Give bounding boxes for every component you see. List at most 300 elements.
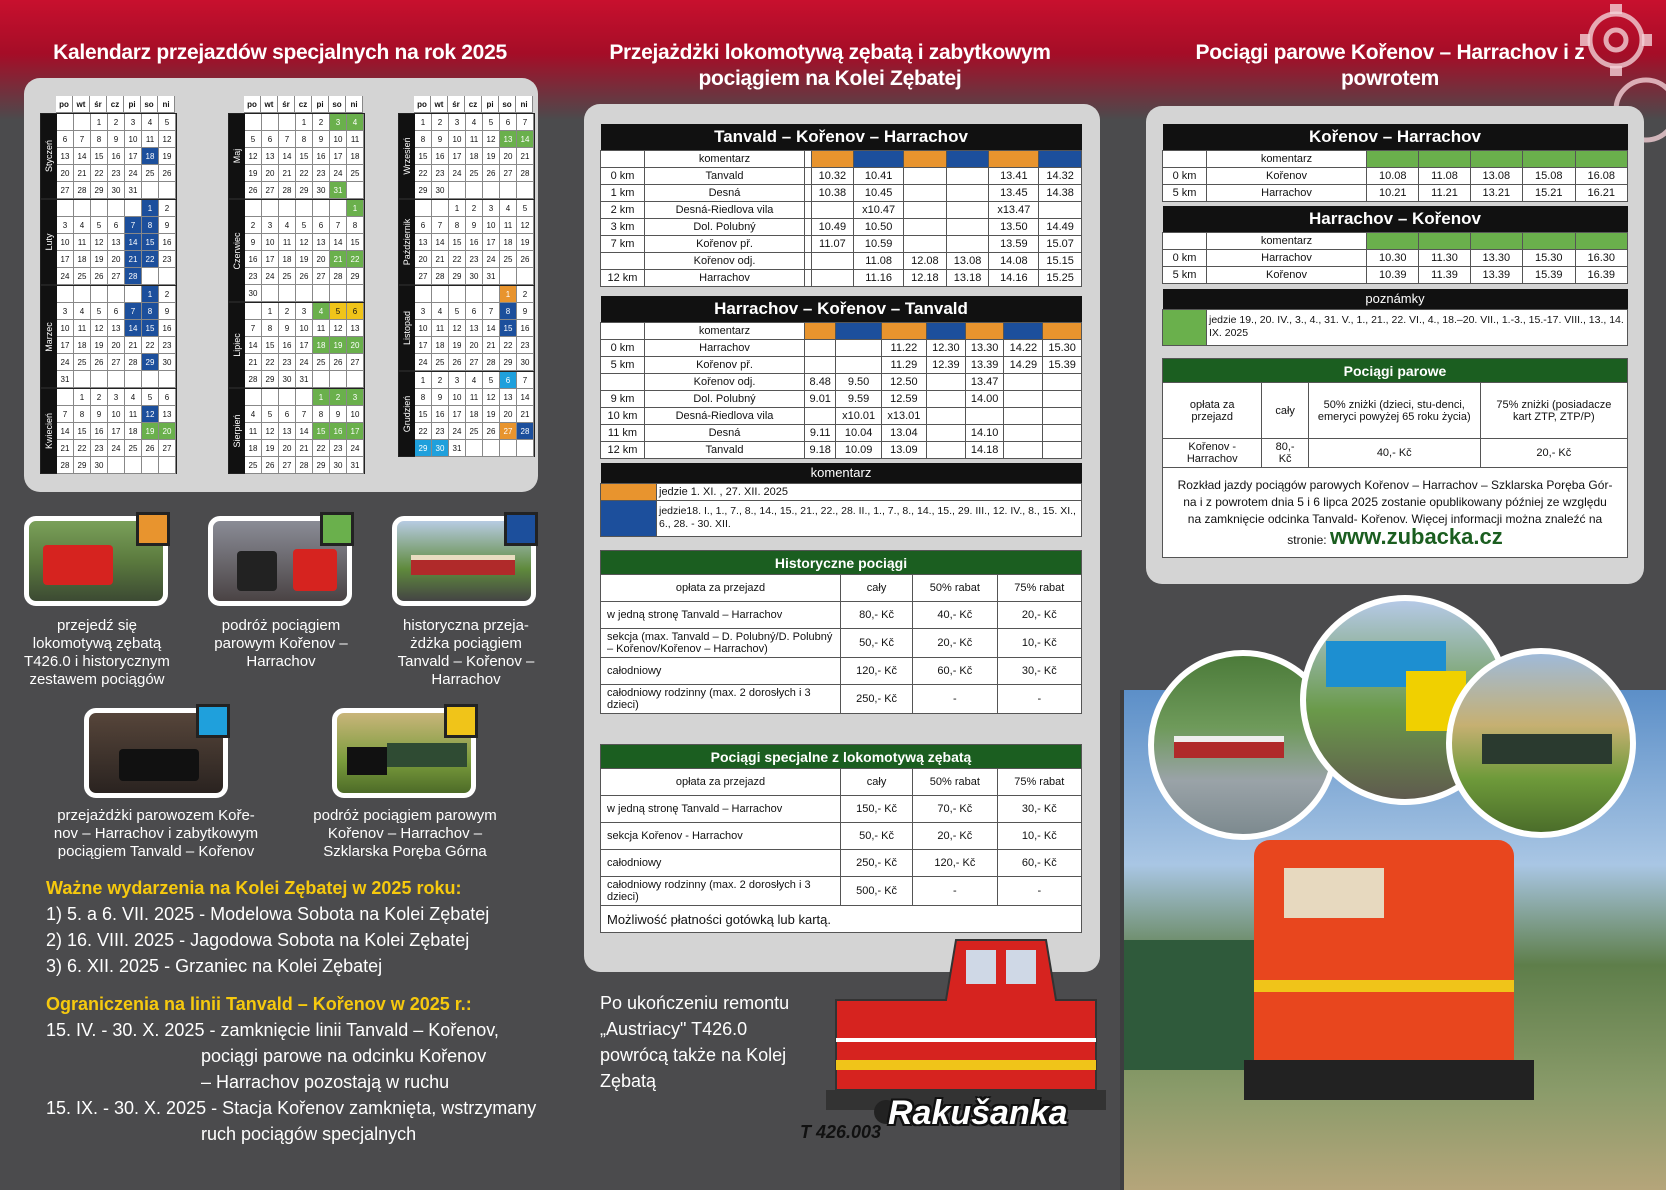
calendar-day: 23 <box>279 354 296 371</box>
komentarz-label: komentarz <box>645 150 805 167</box>
table-cell <box>805 356 836 373</box>
table-cell: 12.50 <box>881 373 926 390</box>
table-cell: 15.21 <box>1523 184 1575 201</box>
table-cell: Harrachov <box>645 339 805 356</box>
calendar-day <box>279 285 296 302</box>
calendar-day: 9 <box>159 303 176 320</box>
weekday-label: cz <box>107 96 124 113</box>
table-cell: 15.39 <box>1043 356 1082 373</box>
calendar-day: 27 <box>159 440 176 457</box>
steam-head-50: 50% zniżki (dzieci, stu-denci, emeryci powyżej 65 roku życia) <box>1308 383 1480 439</box>
calendar-day: 28 <box>279 182 296 199</box>
table-row <box>601 441 1082 458</box>
calendar-day: 23 <box>517 337 534 354</box>
calendar-day <box>466 440 483 457</box>
calendar-day: 11 <box>466 389 483 406</box>
month-label: Luty <box>41 200 57 284</box>
calendar-day: 31 <box>449 440 466 457</box>
calendar-day: 4 <box>74 303 91 320</box>
komentarz-color <box>904 150 947 167</box>
table-cell: 10.45 <box>854 184 904 201</box>
table-cell: 3 km <box>601 218 645 235</box>
calendar-day: 11 <box>125 406 142 423</box>
table-cell: 15.30 <box>1043 339 1082 356</box>
table-cell: 60,- Kč <box>997 850 1081 877</box>
calendar-day: 6 <box>159 389 176 406</box>
calendar-day: 18 <box>500 234 517 251</box>
calendar-day: 27 <box>415 268 432 285</box>
table-cell: 15.25 <box>1039 269 1082 286</box>
calendar-day: 30 <box>159 354 176 371</box>
calendar-day: 17 <box>296 337 313 354</box>
table-cell: 11.29 <box>881 356 926 373</box>
calendar-day: 23 <box>159 337 176 354</box>
calendar-day: 15 <box>415 406 432 423</box>
calendar-day: 9 <box>91 406 108 423</box>
calendar-day: 1 <box>415 114 432 131</box>
table-cell: 10.09 <box>836 441 881 458</box>
calendar-day: 14 <box>517 389 534 406</box>
calendar-day <box>330 371 347 388</box>
calendar-day: 28 <box>125 354 142 371</box>
table-cell <box>927 407 966 424</box>
calendar-day <box>347 182 364 199</box>
calendar-day: 28 <box>432 268 449 285</box>
calendar-day: 25 <box>245 457 262 474</box>
calendar-day: 27 <box>279 457 296 474</box>
restrictions-title: Ograniczenia na linii Tanvald – Kořenov w 2025 r.: <box>46 994 472 1014</box>
loco-number: T 426.003 <box>800 1122 882 1142</box>
calendar-day <box>125 286 142 303</box>
table-cell <box>811 252 854 269</box>
weekday-label: cz <box>465 96 482 113</box>
calendar-day: 13 <box>500 131 517 148</box>
calendar-day: 25 <box>466 165 483 182</box>
steam-head-75: 75% zniżki (posiadacze kart ZTP, ZTP/P) <box>1480 383 1627 439</box>
table-cell: całodniowy rodzinny (max. 2 dorosłych i 3 dzieci) <box>601 877 841 906</box>
table-cell <box>904 218 947 235</box>
calendar-day: 11 <box>279 234 296 251</box>
table-cell: Desná <box>645 184 805 201</box>
komentarz-color <box>811 150 854 167</box>
table-cell: sekcja Kořenov - Harrachov <box>601 823 841 850</box>
calendar-day: 20 <box>347 337 364 354</box>
calendar-day <box>108 286 125 303</box>
table-cell: x10.01 <box>836 407 881 424</box>
calendar-day: 12 <box>483 131 500 148</box>
table-cell <box>1004 373 1043 390</box>
calendar-day: 29 <box>449 268 466 285</box>
calendar-day <box>500 182 517 199</box>
month-label: Czerwiec <box>229 200 245 301</box>
calendar-day: 12 <box>142 406 159 423</box>
komentarz-color <box>927 322 966 339</box>
table-cell: 14.49 <box>1039 218 1082 235</box>
calendar-day: 25 <box>125 440 142 457</box>
table-cell: 9.59 <box>836 390 881 407</box>
legend-orange-text: jedzie 1. XI. , 27. XII. 2025 <box>657 483 1082 500</box>
calendar-day: 29 <box>415 440 432 457</box>
calendar-day: 11 <box>74 320 91 337</box>
month-kwiecień <box>40 388 177 474</box>
calendar-day <box>245 303 262 320</box>
komentarz-label: komentarz <box>1207 150 1367 167</box>
calendar-day: 14 <box>432 234 449 251</box>
table-cell: 15.30 <box>1523 249 1575 266</box>
calendar-day: 3 <box>57 217 74 234</box>
table-row <box>601 407 1082 424</box>
calendar-day: 29 <box>313 457 330 474</box>
calendar-day: 23 <box>432 423 449 440</box>
table-cell: 10,- Kč <box>997 823 1081 850</box>
calendar-day: 19 <box>449 337 466 354</box>
table-cell: 13.47 <box>965 373 1004 390</box>
caption-historic: historyczna przeja-żdżka pociągiem Tanvald – Kořenov – Harrachov <box>397 617 535 688</box>
calendar-day: 13 <box>500 389 517 406</box>
table-cell: 120,- Kč <box>913 850 997 877</box>
calendar-day <box>142 182 159 199</box>
calendar-day: 29 <box>500 354 517 371</box>
calendar-day: 21 <box>279 165 296 182</box>
calendar-day: 7 <box>517 114 534 131</box>
table-cell: 9.01 <box>805 390 836 407</box>
table-cell: w jedną stronę Tanvald – Harrachov <box>601 796 841 823</box>
table-cell <box>904 167 947 184</box>
calendar-day: 14 <box>74 148 91 165</box>
table-cell: x13.47 <box>989 201 1039 218</box>
table-cell: 10,- Kč <box>997 629 1081 658</box>
calendar-day: 23 <box>466 251 483 268</box>
calendar-day: 4 <box>245 406 262 423</box>
month-label: Marzec <box>41 286 57 387</box>
caption-szklarska: podróż pociągiem parowym Kořenov – Harrachov – Szklarska Poręba Górna <box>313 807 497 860</box>
calendar-day: 8 <box>91 131 108 148</box>
calendar-day <box>415 286 432 303</box>
calendar-day: 20 <box>313 251 330 268</box>
calendar-day: 9 <box>517 303 534 320</box>
calendar-day: 25 <box>347 165 364 182</box>
event-item: 1) 5. a 6. VII. 2025 - Modelowa Sobota na Kolei Zębatej <box>46 904 490 924</box>
calendar-day <box>108 457 125 474</box>
calendar-day: 24 <box>125 165 142 182</box>
calendar-day: 1 <box>142 286 159 303</box>
notes-text: jedzie 19., 20. IV., 3., 4., 31. V., 1., 21., 22. VI., 4., 18.–20. VII., 1.-3., 15.-17. VIII., 13., 14. IX. 2025 <box>1207 309 1628 345</box>
calendar-day: 11 <box>500 217 517 234</box>
calendar-day: 8 <box>415 389 432 406</box>
calendar-day: 27 <box>500 165 517 182</box>
price-header: 50% rabat <box>913 769 997 796</box>
calendar-day: 18 <box>347 148 364 165</box>
weekday-label: pi <box>482 96 499 113</box>
table-cell <box>1043 441 1082 458</box>
table-cell <box>836 356 881 373</box>
calendar-day: 15 <box>91 148 108 165</box>
table-cell: 0 km <box>1163 167 1207 184</box>
calendar-day: 8 <box>347 217 364 234</box>
calendar-day <box>466 286 483 303</box>
steam-price-75: 20,- Kč <box>1480 439 1627 468</box>
calendar-day: 7 <box>245 320 262 337</box>
calendar-day: 22 <box>449 251 466 268</box>
calendar-day: 1 <box>313 389 330 406</box>
calendar-day: 7 <box>517 372 534 389</box>
table-cell: 10.04 <box>836 424 881 441</box>
calendar-day <box>313 285 330 302</box>
calendar-day: 6 <box>347 303 364 320</box>
calendar-day: 2 <box>330 389 347 406</box>
calendar-day: 15 <box>142 234 159 251</box>
calendar-day: 2 <box>279 303 296 320</box>
calendar-day: 24 <box>57 354 74 371</box>
komentarz-label: komentarz <box>645 322 805 339</box>
komentarz-color <box>1575 150 1628 167</box>
table-cell: całodniowy <box>601 658 841 685</box>
table-cell: Tanvald <box>645 167 805 184</box>
calendar-day: 23 <box>313 165 330 182</box>
calendar-day: 4 <box>500 200 517 217</box>
table-cell: 14.38 <box>1039 184 1082 201</box>
table-cell: 11.30 <box>1419 249 1470 266</box>
month-label: Sierpień <box>229 389 245 473</box>
calendar-day: 5 <box>245 131 262 148</box>
calendar-day: 19 <box>483 148 500 165</box>
calendar-day: 21 <box>125 337 142 354</box>
calendar-day: 20 <box>415 251 432 268</box>
steam-price-full: 80,- Kč <box>1262 439 1308 468</box>
calendar-day: 19 <box>296 251 313 268</box>
table-cell: 500,- Kč <box>841 877 913 906</box>
calendar-day: 31 <box>125 182 142 199</box>
calendar-day: 30 <box>279 371 296 388</box>
table-cell: 14.10 <box>965 424 1004 441</box>
table-cell <box>946 184 989 201</box>
calendar-day <box>159 268 176 285</box>
calendar-day: 9 <box>245 234 262 251</box>
calendar-day: 6 <box>415 217 432 234</box>
calendar-day: 19 <box>245 165 262 182</box>
table-cell: 50,- Kč <box>841 629 913 658</box>
calendar-day <box>91 371 108 388</box>
table-row <box>601 201 1082 218</box>
calendar-day: 10 <box>296 320 313 337</box>
weekday-label: po <box>56 96 73 113</box>
calendar-day: 24 <box>449 165 466 182</box>
calendar-day: 15 <box>449 234 466 251</box>
table-cell: Kořenov <box>1207 167 1367 184</box>
km-col <box>1163 150 1207 167</box>
calendar-day: 6 <box>108 303 125 320</box>
calendar-day <box>347 371 364 388</box>
calendar-day <box>432 200 449 217</box>
calendar-day: 23 <box>432 165 449 182</box>
calendar-day: 30 <box>432 182 449 199</box>
calendar-day: 6 <box>466 303 483 320</box>
calendar-day: 20 <box>108 251 125 268</box>
calendar-day: 13 <box>313 234 330 251</box>
calendar-day: 28 <box>517 423 534 440</box>
calendar-day: 20 <box>466 337 483 354</box>
table-row <box>601 269 1082 286</box>
calendar-day <box>432 286 449 303</box>
calendar-day: 11 <box>142 131 159 148</box>
weekday-label: wt <box>73 96 90 113</box>
table-cell <box>1004 441 1043 458</box>
table-cell: 16.39 <box>1575 266 1628 283</box>
calendar-day <box>279 114 296 131</box>
calendar-day: 16 <box>91 423 108 440</box>
calendar-day: 3 <box>57 303 74 320</box>
calendar-day: 28 <box>245 371 262 388</box>
month-marzec <box>40 285 177 388</box>
calendar-day: 23 <box>91 440 108 457</box>
table-row <box>601 373 1082 390</box>
table-cell: 13.30 <box>965 339 1004 356</box>
calendar-day: 4 <box>125 389 142 406</box>
calendar-day: 21 <box>245 354 262 371</box>
calendar-day <box>262 200 279 217</box>
calendar-title: Kalendarz przejazdów specjalnych na rok 2025 <box>53 41 507 64</box>
table-cell: Desná <box>645 424 805 441</box>
calendar-day: 10 <box>125 131 142 148</box>
month-label: Styczeń <box>41 114 57 198</box>
calendar-day: 14 <box>125 320 142 337</box>
table-cell: Dol. Polubný <box>645 218 805 235</box>
calendar-day: 13 <box>347 320 364 337</box>
calendar-day: 4 <box>74 217 91 234</box>
calendar-day: 16 <box>432 406 449 423</box>
table-cell: 13.21 <box>1470 184 1522 201</box>
table-cell: 14.18 <box>965 441 1004 458</box>
table-cell: 15.07 <box>1039 235 1082 252</box>
table-cell: 16.08 <box>1575 167 1628 184</box>
calendar-day: 15 <box>313 423 330 440</box>
calendar-day: 21 <box>517 148 534 165</box>
calendar-day: 14 <box>483 320 500 337</box>
komentarz-color <box>946 150 989 167</box>
table-cell: - <box>913 877 997 906</box>
table-cell: Kořenov př. <box>645 356 805 373</box>
calendar-day: 12 <box>483 389 500 406</box>
price-header: cały <box>841 769 913 796</box>
calendar-day: 25 <box>74 354 91 371</box>
table-cell: Kořenov př. <box>645 235 805 252</box>
calendar-day <box>159 457 176 474</box>
marker-cyan <box>196 704 230 738</box>
restriction-item: – Harrachov pozostają w ruchu <box>201 1072 450 1092</box>
table-cell: 11.21 <box>1419 184 1470 201</box>
calendar-day <box>262 389 279 406</box>
calendar-day <box>142 268 159 285</box>
calendar-day: 21 <box>125 251 142 268</box>
calendar-day: 1 <box>500 286 517 303</box>
table-row <box>601 167 1082 184</box>
komentarz-color <box>1004 322 1043 339</box>
calendar-day: 16 <box>330 423 347 440</box>
table-row <box>601 235 1082 252</box>
calendar-day <box>57 114 74 131</box>
calendar-day: 15 <box>415 148 432 165</box>
calendar-day: 16 <box>432 148 449 165</box>
table-cell: 11.39 <box>1419 266 1470 283</box>
calendar-day: 20 <box>57 165 74 182</box>
weekday-label: so <box>499 96 516 113</box>
month-październik <box>398 199 535 285</box>
calendar-day: 26 <box>245 182 262 199</box>
weekday-header <box>414 96 533 113</box>
table-row <box>1163 167 1628 184</box>
middle-title: Przejażdżki lokomotywą zębatą i zabytkowym pociągiem na Kolei Zębatej <box>609 41 1051 90</box>
calendar-day: 3 <box>262 217 279 234</box>
calendar-day <box>125 371 142 388</box>
calendar-day: 9 <box>466 217 483 234</box>
calendar-day: 13 <box>108 234 125 251</box>
calendar-day <box>296 285 313 302</box>
table-cell <box>601 373 645 390</box>
calendar-day: 2 <box>91 389 108 406</box>
table-cell <box>805 339 836 356</box>
calendar-day <box>483 440 500 457</box>
weekday-label: wt <box>431 96 448 113</box>
legend-orange <box>601 483 657 500</box>
calendar-day: 26 <box>483 423 500 440</box>
calendar-day: 19 <box>517 234 534 251</box>
table-cell: 40,- Kč <box>913 602 997 629</box>
calendar-day: 31 <box>347 457 364 474</box>
calendar-day: 22 <box>500 337 517 354</box>
calendar-day: 27 <box>500 423 517 440</box>
table-cell: 12.08 <box>904 252 947 269</box>
calendar-day: 25 <box>279 268 296 285</box>
table-cell: Kořenov <box>1207 266 1367 283</box>
calendar-day <box>245 114 262 131</box>
calendar-day: 12 <box>262 423 279 440</box>
weekday-header <box>56 96 175 113</box>
calendar-day: 24 <box>108 440 125 457</box>
table-cell: - <box>913 685 997 714</box>
calendar-day: 18 <box>466 406 483 423</box>
table-cell <box>946 218 989 235</box>
calendar-day <box>159 182 176 199</box>
month-label: Październik <box>399 200 415 284</box>
calendar-day: 7 <box>57 406 74 423</box>
weekday-label: ni <box>158 96 175 113</box>
table-cell <box>1004 390 1043 407</box>
calendar-day: 24 <box>330 165 347 182</box>
calendar-day: 5 <box>449 303 466 320</box>
table-cell: 0 km <box>1163 249 1207 266</box>
website-link[interactable]: www.zubacka.cz <box>1329 523 1503 549</box>
calendar-day: 22 <box>91 165 108 182</box>
calendar-day: 3 <box>108 389 125 406</box>
table-cell <box>946 201 989 218</box>
table-cell <box>904 235 947 252</box>
calendar-day: 1 <box>142 200 159 217</box>
table-cell <box>836 339 881 356</box>
calendar-day: 7 <box>432 217 449 234</box>
calendar-day <box>449 286 466 303</box>
calendar-day: 12 <box>245 148 262 165</box>
calendar-day <box>125 457 142 474</box>
calendar-day <box>91 200 108 217</box>
steam-prices <box>1162 358 1628 558</box>
calendar-day: 2 <box>313 114 330 131</box>
calendar-day: 5 <box>159 114 176 131</box>
calendar-day: 8 <box>296 131 313 148</box>
calendar-day: 27 <box>466 354 483 371</box>
table-cell: Harrachov <box>1207 184 1367 201</box>
calendar-day: 7 <box>296 406 313 423</box>
caption-steam: podróż pociągiem parowym Kořenov – Harrachov <box>214 617 348 670</box>
